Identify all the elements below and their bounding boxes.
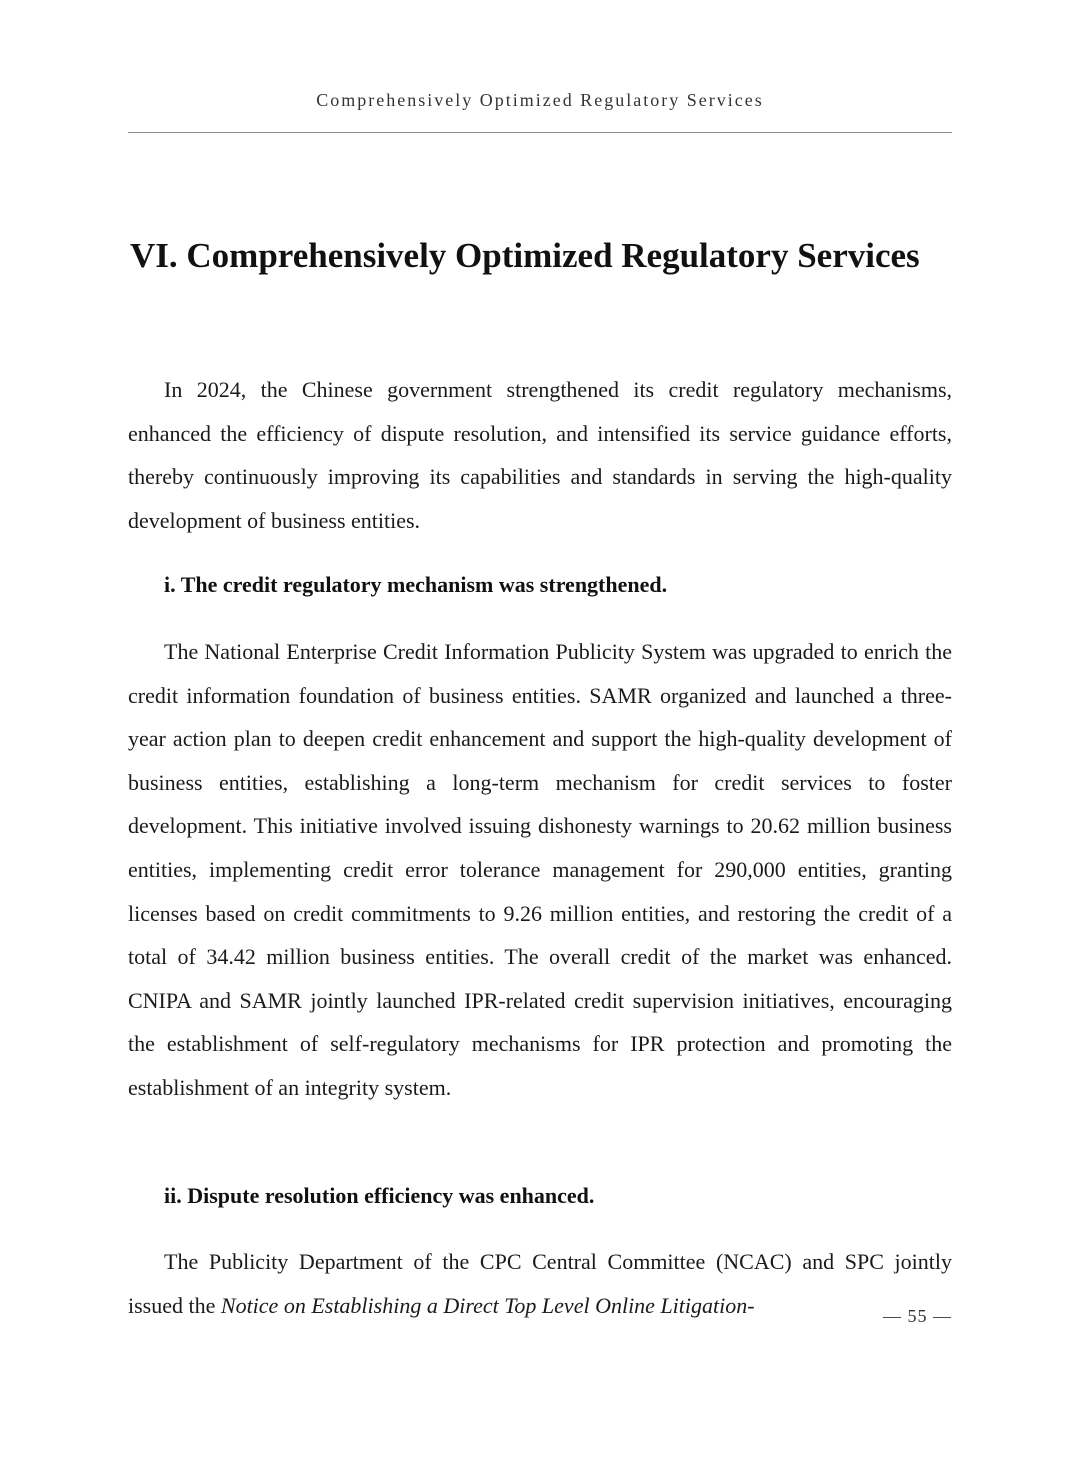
section-i-heading: i. The credit regulatory mechanism was strengthened.: [164, 572, 668, 597]
page-number: — 55 —: [883, 1306, 952, 1326]
intro-paragraph: In 2024, the Chinese government strengthened its credit regulatory mechanisms, enhanced the efficiency of dispute resolution, and intensified its service guidance efforts, thereby continuously improving its capabilities and standards in serving the high-quality development of business entities.: [128, 377, 952, 533]
section-ii-heading: ii. Dispute resolution efficiency was enhanced.: [164, 1183, 595, 1208]
section-ii-paragraph: [128, 1240, 952, 1327]
section-ii-paragraph-text: The Publicity Department of the CPC Central Committee (NCAC) and SPC jointly issued the: [128, 1249, 952, 1318]
notice-title-italic: Notice on Establishing a Direct Top Level Online Litigation-: [220, 1292, 755, 1318]
section-i-paragraph: The National Enterprise Credit Information Publicity System was upgraded to enrich the credit information foundation of business entities. SAMR organized and launched a three-year action plan to deepen credit enhancement and support the high-quality development of business entities, establishing a long-term mechanism for credit services to foster development. This initiative involved issuing dishonesty warnings to 20.62 million business entities, implementing credit error tolerance management for 290,000 entities, granting licenses based on credit commitments to 9.26 million entities, and restoring the credit of a total of 34.42 million business entities. The overall credit of the market was enhanced. CNIPA and SAMR jointly launched IPR-related credit supervision initiatives, encouraging the establishment of self-regulatory mechanisms for IPR protection and promoting the establishment of an integrity system.: [128, 639, 952, 1100]
chapter-title: VI. Comprehensively Optimized Regulatory Services: [130, 236, 920, 275]
running-header: Comprehensively Optimized Regulatory Services: [316, 90, 764, 110]
header-divider: [128, 132, 952, 133]
